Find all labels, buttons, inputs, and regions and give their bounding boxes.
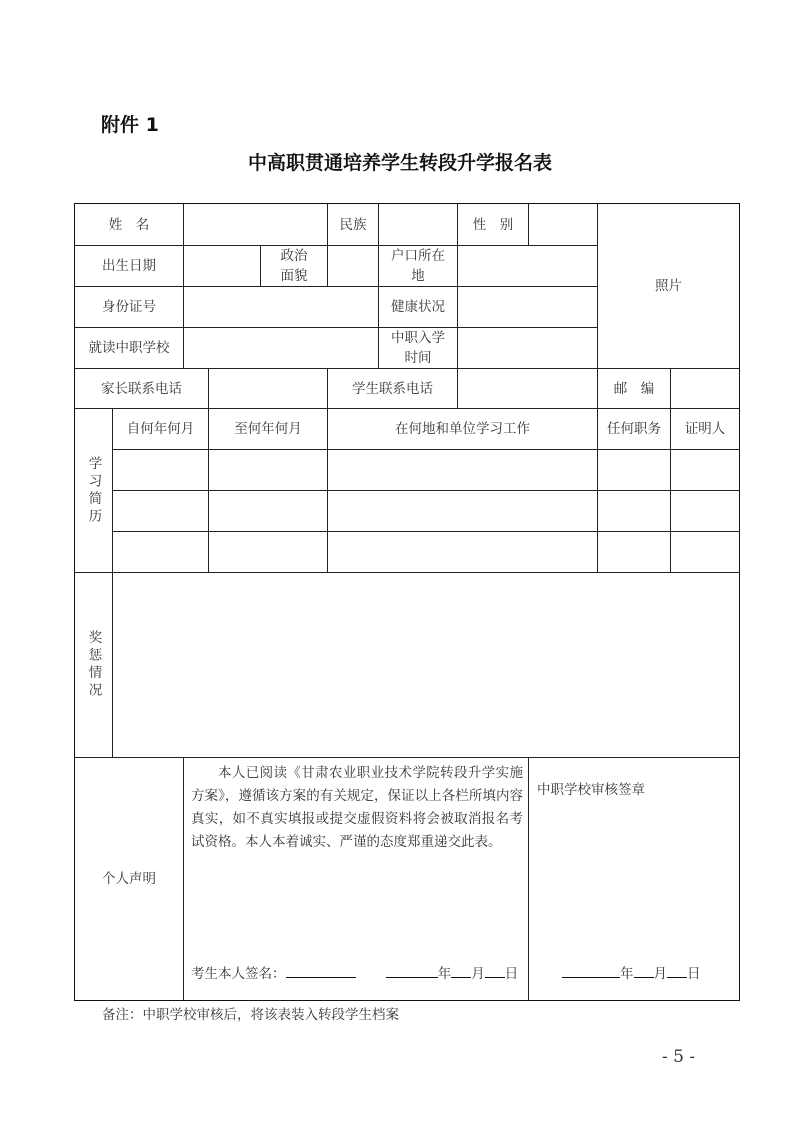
field-gender[interactable] bbox=[528, 203, 598, 246]
resume-cell[interactable] bbox=[208, 490, 328, 532]
label-statement: 个人声明 bbox=[74, 757, 184, 1001]
resume-cell[interactable] bbox=[597, 531, 671, 573]
day-label: 日 bbox=[687, 966, 701, 982]
label-birth-date: 出生日期 bbox=[74, 245, 184, 287]
resume-cell[interactable] bbox=[327, 531, 598, 573]
photo-box[interactable]: 照片 bbox=[597, 203, 740, 369]
resume-header-from: 自何年何月 bbox=[112, 408, 209, 450]
label-parent-phone: 家长联系电话 bbox=[74, 368, 209, 409]
signature-line[interactable] bbox=[191, 962, 518, 982]
remark-note: 备注：中职学校审核后，将该表装入转段学生档案 bbox=[102, 1007, 399, 1023]
field-household[interactable] bbox=[457, 245, 598, 287]
form-title: 中高职贯通培养学生转段升学报名表 bbox=[247, 152, 552, 174]
day-label: 日 bbox=[504, 966, 519, 982]
resume-cell[interactable] bbox=[112, 490, 209, 532]
resume-cell[interactable] bbox=[327, 449, 598, 491]
field-political-status[interactable] bbox=[327, 245, 379, 287]
label-id-number: 身份证号 bbox=[74, 286, 184, 328]
resume-cell[interactable] bbox=[670, 490, 740, 532]
field-postcode[interactable] bbox=[670, 368, 740, 409]
field-awards[interactable] bbox=[112, 572, 740, 758]
label-health: 健康状况 bbox=[378, 286, 458, 328]
resume-header-to: 至何年何月 bbox=[208, 408, 328, 450]
resume-cell[interactable] bbox=[208, 531, 328, 573]
month-label: 月 bbox=[653, 966, 667, 982]
label-awards: 奖惩情况 bbox=[85, 630, 102, 700]
field-id-number[interactable] bbox=[183, 286, 379, 328]
label-postcode: 邮 编 bbox=[597, 368, 671, 409]
label-enroll-time: 中职入学时间 bbox=[378, 327, 458, 369]
attachment-label: 附件 1 bbox=[101, 114, 159, 136]
field-parent-phone[interactable] bbox=[208, 368, 328, 409]
label-gender: 性 别 bbox=[457, 203, 529, 246]
field-student-phone[interactable] bbox=[457, 368, 598, 409]
year-label: 年 bbox=[437, 966, 452, 982]
label-student-phone: 学生联系电话 bbox=[327, 368, 458, 409]
field-school[interactable] bbox=[183, 327, 379, 369]
school-review-label: 中职学校审核签章 bbox=[537, 782, 645, 798]
month-label: 月 bbox=[471, 966, 485, 982]
resume-cell[interactable] bbox=[112, 531, 209, 573]
resume-header-witness: 证明人 bbox=[670, 408, 740, 450]
label-name: 姓 名 bbox=[74, 203, 184, 246]
signature-label: 考生本人签名： bbox=[191, 966, 286, 982]
label-household: 户口所在地 bbox=[378, 245, 458, 287]
resume-cell[interactable] bbox=[597, 490, 671, 532]
school-review-date[interactable] bbox=[562, 962, 701, 982]
resume-header-position: 任何职务 bbox=[597, 408, 671, 450]
year-label: 年 bbox=[620, 966, 634, 982]
resume-cell[interactable] bbox=[327, 490, 598, 532]
label-political-status: 政治面貌 bbox=[260, 245, 328, 287]
resume-header-place: 在何地和单位学习工作 bbox=[327, 408, 598, 450]
statement-text: 本人已阅读《甘肃农业职业技术学院转段升学实施方案》，遵循该方案的有关规定，保证以上各栏所填内容真实，如不真实填报或提交虚假资料将会被取消报名考试资格。本人本着诚实、严谨的态度郑重递交此表。 bbox=[191, 765, 523, 850]
page-number: - 5 - bbox=[662, 1047, 696, 1067]
field-name[interactable] bbox=[183, 203, 328, 246]
field-health[interactable] bbox=[457, 286, 598, 328]
resume-cell[interactable] bbox=[112, 449, 209, 491]
field-ethnicity[interactable] bbox=[378, 203, 458, 246]
resume-cell[interactable] bbox=[208, 449, 328, 491]
label-resume: 学习简历 bbox=[85, 455, 102, 526]
resume-cell[interactable] bbox=[670, 449, 740, 491]
field-enroll-time[interactable] bbox=[457, 327, 598, 369]
label-school: 就读中职学校 bbox=[74, 327, 184, 369]
resume-cell[interactable] bbox=[670, 531, 740, 573]
resume-cell[interactable] bbox=[597, 449, 671, 491]
field-birth-date[interactable] bbox=[183, 245, 261, 287]
label-ethnicity: 民族 bbox=[327, 203, 379, 246]
